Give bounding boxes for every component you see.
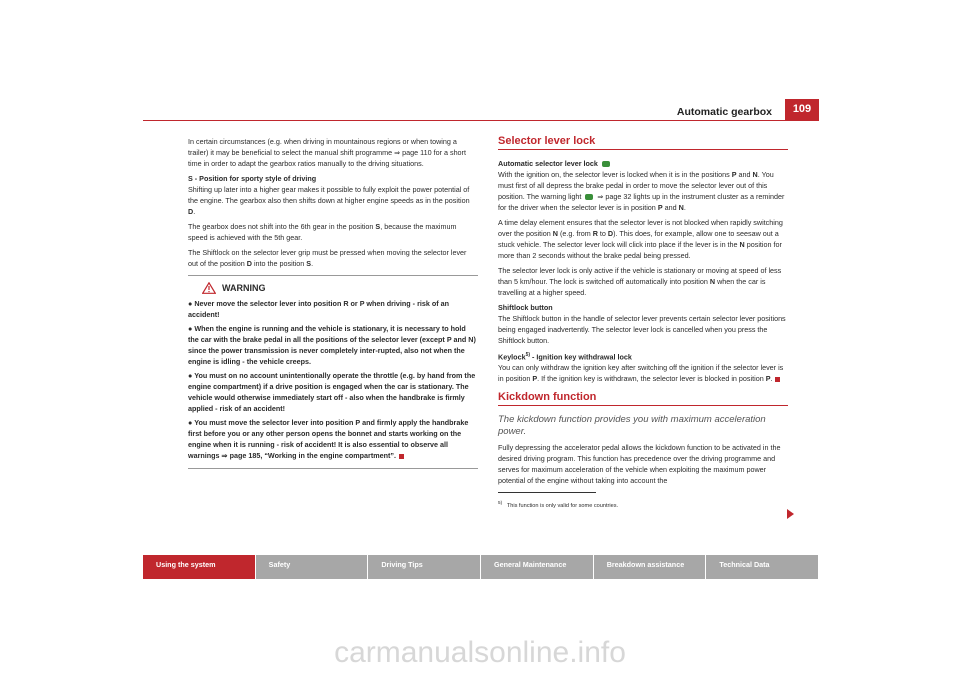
section-title-kickdown: Kickdown function	[498, 392, 788, 406]
footnote: $^{5)}$ This function is only valid for some countries.	[498, 500, 619, 510]
bottom-navigation	[143, 555, 819, 579]
end-of-section-icon	[775, 377, 780, 382]
watermark: carmanualsonline.info	[334, 636, 626, 669]
header-rule	[143, 120, 819, 121]
section-title-selector-lever-lock: Selector lever lock	[498, 136, 788, 150]
left-column	[188, 136, 478, 469]
running-header-title: Automatic gearbox	[676, 106, 772, 118]
warning-item: ● You must on no account unintentionally operate the throttle (e.g. by hand from the engine compartment) if a drive position is engaged when the car is stationary. The vehicle would otherwise immediately start off - also when the handbrake is firmly applied - risk of an accident!	[188, 371, 476, 413]
keylock-paragraph: You can only withdraw the ignition key after switching off the ignition if the selector lever is in position P. If the ignition key is withdrawn, the selector lever is blocked in position P.	[498, 363, 784, 384]
s-position-paragraph: Shifting up later into a higher gear makes it possible to fully exploit the power potential of the engine. The gearbox also then shifts down at higher engine speeds as in the position D.	[188, 185, 470, 216]
nav-tab-general-maintenance[interactable]: General Maintenance	[481, 555, 593, 579]
s-position-heading: S - Position for sporty style of driving	[188, 174, 317, 183]
warning-item: ● When the engine is running and the vehicle is stationary, it is necessary to hold the car with the brake pedal in all the positions of the selector lever (except P and N) since the power transmission is never completely inter-rupted, also not when the engine is idling - the vehicle creeps.	[188, 324, 476, 366]
shiftlock-button-paragraph: The Shiftlock button in the handle of selector lever prevents certain selector lever positions being engaged inadvertently. The selector lever lock is cancelled when you press the Shiftlock button.	[498, 314, 786, 345]
warning-box	[188, 275, 478, 469]
nav-tab-driving-tips[interactable]: Driving Tips	[368, 555, 480, 579]
warning-triangle-icon	[202, 282, 216, 294]
page-number: 109	[785, 99, 819, 120]
footnote-rule	[498, 492, 596, 493]
next-page-arrow-icon[interactable]	[787, 509, 794, 519]
shiftlock-paragraph: The Shiftlock on the selector lever grip must be pressed when moving the selector lever out of the position D into the position S.	[188, 248, 467, 268]
lock-active-paragraph: The selector lever lock is only active if the vehicle is stationary or moving at speed of less than 5 km/hour. The lock is switched off automatically into position N when the car is travelling at a higher speed.	[498, 266, 782, 297]
end-of-section-icon	[399, 454, 404, 459]
warning-item: ● You must move the selector lever into position P and firmly apply the handbrake first before you or any other person opens the bonnet and starts working on the engine when it is running - risk of accident! It is also essential to observe all warnings ⇒ page 185, “Working in the engine compartment”.	[188, 418, 469, 460]
auto-lock-paragraph: With the ignition on, the selector lever is locked when it is in the positions P and N. You must first of all depress the brake pedal in order to move the selector lever out of this position. The warning light ⇒ page 32 lights up in the instrument cluster as a reminder for the driver when the selector lever is in position P and N.	[498, 170, 785, 212]
nav-tab-safety[interactable]: Safety	[256, 555, 368, 579]
nav-tab-using-the-system[interactable]: Using the system	[143, 555, 255, 579]
sixth-gear-paragraph: The gearbox does not shift into the 6th gear in the position S, because the maximum speed is achieved with the 5th gear.	[188, 222, 457, 242]
right-column	[498, 136, 788, 512]
nav-tab-breakdown-assistance[interactable]: Breakdown assistance	[594, 555, 706, 579]
auto-lock-heading: Automatic selector lever lock	[498, 158, 788, 169]
kickdown-subheading: The kickdown function provides you with maximum acceleration power.	[498, 414, 766, 438]
intro-paragraph: In certain circumstances (e.g. when driving in mountainous regions or when towing a trailer) it may be beneficial to select the manual shift programme ⇒ page 110 for a short time in order to adapt the gearbox ratios manually to the driving situations.	[188, 137, 466, 168]
warning-light-icon	[585, 194, 593, 200]
time-delay-paragraph: A time delay element ensures that the selector lever is not blocked when rapidly switching over the position N (e.g. from R to D). This does, for example, allow one to seesaw out a stuck vehicle. The selector lever lock will click into place if the lever is in the N position for more than 2 seconds without the brake pedal being pressed.	[498, 218, 783, 260]
shiftlock-heading: Shiftlock button	[498, 303, 553, 312]
warning-heading: WARNING	[202, 282, 478, 294]
warning-item: ● Never move the selector lever into position R or P when driving - risk of an accident!	[188, 299, 450, 319]
keylock-heading: Keylock$^{5)}$ - Ignition key withdrawal lock	[498, 352, 632, 362]
kickdown-paragraph: Fully depressing the accelerator pedal allows the kickdown function to be activated in the desired driving program. This function has precedence over the driving programme and serves for maximum acceleration of the vehicle when exploiting the maximum power potential of the engine without taking into account the	[498, 443, 781, 486]
lever-lock-symbol-icon	[602, 161, 610, 167]
nav-tab-technical-data[interactable]: Technical Data	[706, 555, 818, 579]
